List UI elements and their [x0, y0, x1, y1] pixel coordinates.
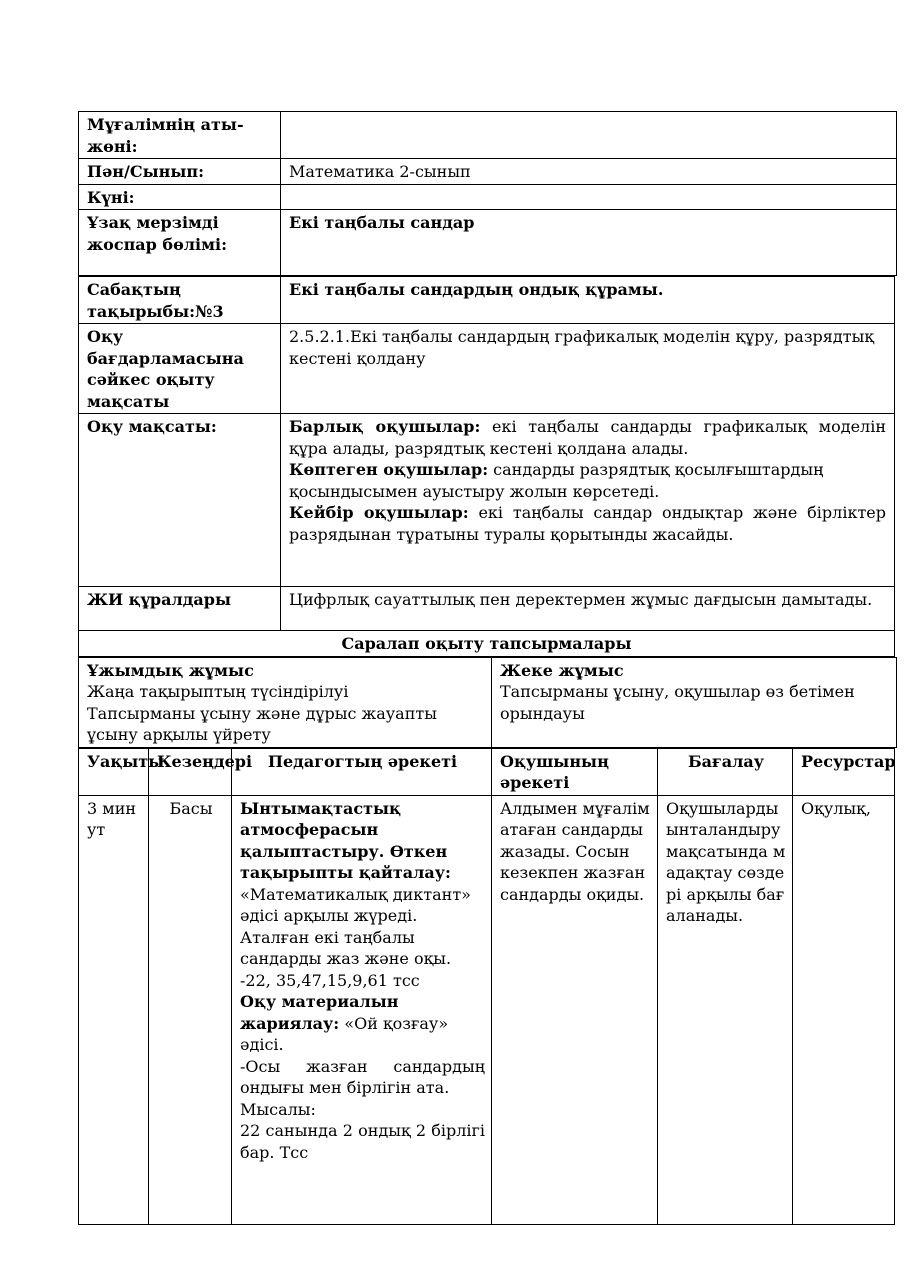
- header-table: [78, 111, 897, 276]
- teacher-p7: Мысалы:: [240, 1099, 316, 1119]
- col-header-student: Оқушының әрекеті: [492, 748, 658, 795]
- teacher-action-cell: [232, 795, 492, 1224]
- date-value: [281, 184, 897, 210]
- resources-cell: Оқулық,: [793, 795, 895, 1224]
- lesson-plan-page: [78, 111, 896, 1225]
- topic-value: Екі таңбалы сандардың ондық құрамы.: [281, 277, 895, 324]
- group-work-cell: [79, 657, 492, 747]
- teacher-p6: -Осы жазған сандардың ондығы мен бірлігін ата.: [240, 1056, 485, 1097]
- teacher-p5: Оқу материалын жариялау: «Ой қозғау» әдісі.: [240, 992, 449, 1054]
- ai-tools-value: Цифрлық сауаттылық пен деректермен жұмыс дағдысын дамытады.: [281, 587, 895, 631]
- assessment-cell: Оқушыларды ынталандыру мақсатында мадақтау сөздері арқылы бағаланады.: [658, 795, 793, 1224]
- ai-tools-label: ЖИ құралдары: [79, 587, 281, 631]
- col-header-resources: Ресурстар: [793, 748, 895, 795]
- stage-cell: Басы: [149, 795, 232, 1224]
- individual-work-title: Жеке жұмыс: [500, 660, 624, 680]
- col-header-teacher: Педагогтың әрекеті: [232, 748, 492, 795]
- plan-label: Ұзақ мерзімді жоспар бөлімі:: [79, 210, 281, 276]
- individual-work-line1: Тапсырманы ұсыну, оқушылар өз бетімен орындауы: [500, 682, 855, 723]
- objective-value: 2.5.2.1.Екі таңбалы сандардың графикалық моделін құру, разрядтық кестені қолдану: [281, 324, 895, 414]
- subject-value: Математика 2-сынып: [281, 159, 897, 185]
- teacher-p3: Аталған екі таңбалы сандарды жаз және оқы.: [240, 927, 452, 968]
- differentiation-title: Саралап оқыту тапсырмалары: [79, 631, 895, 657]
- goals-label: Оқу мақсаты:: [79, 414, 281, 587]
- col-header-time: Уақыты: [79, 748, 149, 795]
- subject-label: Пән/Сынып:: [79, 159, 281, 185]
- teacher-label: Мұғалімнің аты-жөні:: [79, 112, 281, 159]
- teacher-p2: «Математикалық диктант» әдісі арқылы жүреді.: [240, 884, 471, 925]
- teacher-p1: Ынтымақтастық атмосферасын қалыптастыру. Өткен тақырыпты қайталау:: [240, 798, 451, 882]
- date-label: Күні:: [79, 184, 281, 210]
- group-work-title: Ұжымдық жұмыс: [87, 660, 254, 680]
- objective-label: Оқу бағдарламасына сәйкес оқыту мақсаты: [79, 324, 281, 414]
- objectives-table: [78, 276, 895, 657]
- goal-all: Барлық оқушылар: екі таңбалы сандарды графикалық моделін құра алады, разрядтық кестені қолдана алады.: [289, 417, 886, 458]
- time-cell: 3 минут: [79, 795, 149, 1224]
- differentiation-table: [78, 657, 897, 748]
- teacher-p8: 22 санында 2 ондық 2 бірлігі бар. Тсс: [240, 1121, 485, 1162]
- col-header-assessment: Бағалау: [658, 748, 793, 795]
- goal-some: Кейбір оқушылар: екі таңбалы сандар ондықтар және бірліктер разрядынан тұратыны туралы қорытынды жасайды.: [289, 503, 887, 544]
- goal-many: Көптеген оқушылар: сандарды разрядтық қосылғыштардың қосындысымен ауыстыру жолын көрсетеді.: [289, 460, 824, 501]
- plan-value: Екі таңбалы сандар: [281, 210, 897, 276]
- teacher-value: [281, 112, 897, 159]
- topic-label: Сабақтың тақырыбы:№3: [79, 277, 281, 324]
- group-work-line2: Тапсырманы ұсыну және дұрыс жауапты ұсыну арқылы үйрету: [87, 703, 437, 744]
- student-action-cell: Алдымен мұғалім атаған сандарды жазады. Сосын кезекпен жазған сандарды оқиды.: [492, 795, 658, 1224]
- lesson-stages-table: [78, 748, 895, 1225]
- group-work-line1: Жаңа тақырыптың түсіндірілуі: [87, 682, 349, 701]
- goals-cell: [281, 414, 895, 587]
- col-header-stage: Кезеңдері: [149, 748, 232, 795]
- teacher-p4: -22, 35,47,15,9,61 тсс: [240, 970, 420, 990]
- table-row: [79, 795, 895, 1224]
- individual-work-cell: [492, 657, 897, 747]
